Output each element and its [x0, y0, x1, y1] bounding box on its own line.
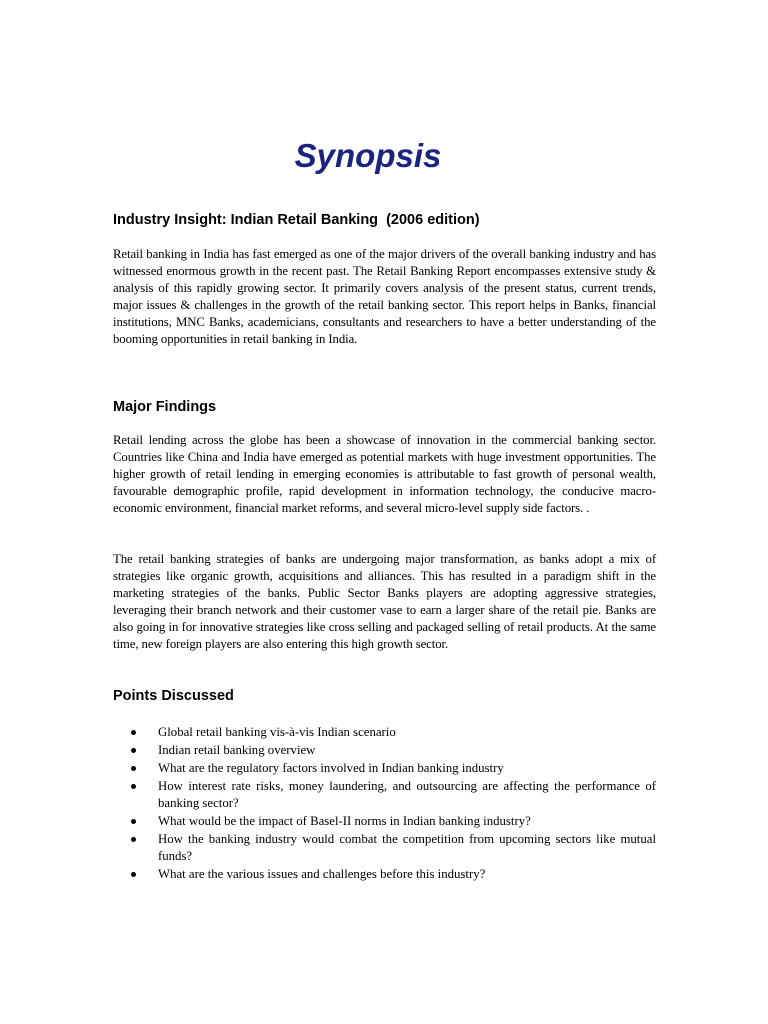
list-item [113, 831, 656, 865]
points-heading: Points Discussed [113, 688, 234, 704]
page-title: Synopsis [294, 137, 442, 174]
bullet-icon [131, 730, 136, 735]
list-item [113, 778, 656, 812]
findings-paragraph-2: The retail banking strategies of banks are undergoing major transformation, as banks adopt a mix of strategies like organic growth, acquisitions and alliances. This has resulted in a paradigm shift in the marketing strategies of the banks. Public Sector Banks players are adopting aggressive strategies, leveraging their branch network and their customer vase to earn a larger share of the retail pie. Banks are also going in for innovative strategies like cross selling and packaged selling of retail products. At the same time, new foreign players are also entering this high growth sector. [113, 552, 656, 651]
list-item [113, 866, 656, 883]
bullet-icon [131, 837, 136, 842]
list-item-text: Global retail banking vis-à-vis Indian scenario [158, 725, 396, 739]
list-item-text: How interest rate risks, money laundering, and outsourcing are affecting the performance of banking sector? [158, 779, 656, 810]
list-item [113, 760, 656, 777]
bullet-icon [131, 784, 136, 789]
findings-heading: Major Findings [113, 399, 217, 415]
list-item [113, 813, 656, 830]
list-item-text: What are the regulatory factors involved in Indian banking industry [158, 761, 504, 775]
list-item [113, 724, 656, 741]
bullet-icon [131, 748, 136, 753]
list-item-text: What are the various issues and challenges before this industry? [158, 867, 486, 881]
list-item-text: How the banking industry would combat the competition from upcoming sectors like mutual funds? [158, 832, 656, 863]
intro-paragraph: Retail banking in India has fast emerged as one of the major drivers of the overall banking industry and has witnessed enormous growth in the recent past. The Retail Banking Report encompasses extensive study & analysis of this rapidly growing sector. It primarily covers analysis of the present status, current trends, major issues & challenges in the growth of the retail banking sector. This report helps in Banks, financial institutions, MNC Banks, academicians, consultants and researchers to have a better understanding of the booming opportunities in retail banking in India. [113, 247, 656, 346]
bullet-icon [131, 872, 136, 877]
list-item [113, 742, 656, 759]
findings-paragraph-1: Retail lending across the globe has been a showcase of innovation in the commercial banking sector. Countries like China and India have emerged as potential markets with huge investment opportunities. The higher growth of retail lending in emerging economies is attributable to fast growth of personal wealth, favourable demographic profile, rapid development in information technology, the conducive macro-economic environment, financial market reforms, and several micro-level supply side factors. . [113, 433, 656, 515]
list-item-text: Indian retail banking overview [158, 743, 316, 757]
points-list [113, 724, 656, 884]
bullet-icon [131, 819, 136, 824]
insight-heading: Industry Insight: Indian Retail Banking (2006 edition) [113, 212, 480, 228]
list-item-text: What would be the impact of Basel-II norms in Indian banking industry? [158, 814, 531, 828]
bullet-icon [131, 766, 136, 771]
